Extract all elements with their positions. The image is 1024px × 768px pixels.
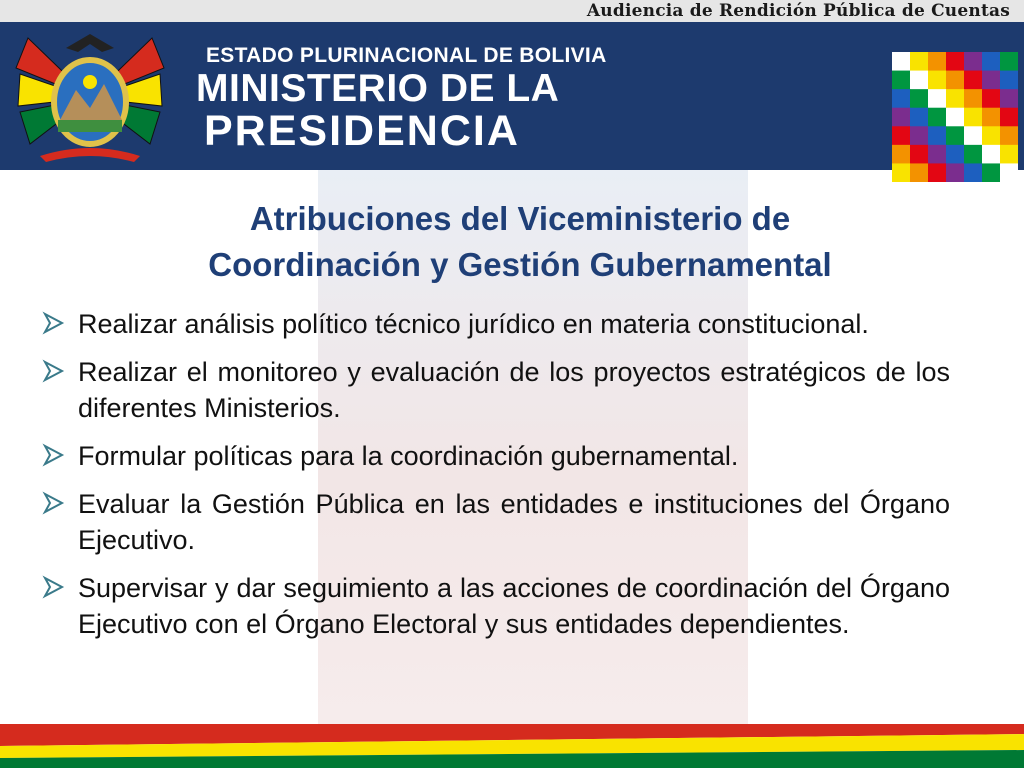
wiphala-cell bbox=[1000, 52, 1018, 71]
arrow-bullet-icon bbox=[40, 310, 66, 336]
list-item bbox=[40, 570, 950, 642]
wiphala-cell bbox=[928, 71, 946, 90]
wiphala-cell bbox=[964, 126, 982, 145]
wiphala-cell bbox=[892, 89, 910, 108]
wiphala-cell bbox=[964, 163, 982, 182]
list-item-text: Formular políticas para la coordinación gubernamental. bbox=[78, 441, 739, 471]
wiphala-cell bbox=[892, 145, 910, 164]
wiphala-cell bbox=[1000, 89, 1018, 108]
wiphala-cell bbox=[964, 89, 982, 108]
wiphala-cell bbox=[946, 89, 964, 108]
wiphala-cell bbox=[946, 71, 964, 90]
wiphala-cell bbox=[928, 108, 946, 127]
wiphala-cell bbox=[982, 145, 1000, 164]
wiphala-cell bbox=[982, 52, 1000, 71]
wiphala-cell bbox=[1000, 108, 1018, 127]
wiphala-flag-icon bbox=[892, 52, 1018, 182]
list-item-text: Realizar el monitoreo y evaluación de los proyectos estratégicos de los diferentes Ministerios. bbox=[78, 357, 950, 423]
ministry-header bbox=[0, 22, 1024, 170]
wiphala-cell bbox=[910, 52, 928, 71]
wiphala-cell bbox=[910, 89, 928, 108]
event-title: Audiencia de Rendición Pública de Cuentas bbox=[586, 1, 1010, 21]
arrow-bullet-icon bbox=[40, 574, 66, 600]
wiphala-cell bbox=[946, 145, 964, 164]
wiphala-cell bbox=[982, 89, 1000, 108]
wiphala-cell bbox=[946, 52, 964, 71]
arrow-bullet-icon bbox=[40, 358, 66, 384]
wiphala-cell bbox=[928, 145, 946, 164]
wiphala-cell bbox=[892, 126, 910, 145]
wiphala-cell bbox=[892, 52, 910, 71]
list-item-text: Supervisar y dar seguimiento a las acciones de coordinación del Órgano Ejecutivo con el Órgano Electoral y sus entidades dependientes. bbox=[78, 573, 950, 639]
wiphala-cell bbox=[892, 71, 910, 90]
ministry-name-line2: PRESIDENCIA bbox=[204, 107, 520, 155]
list-item bbox=[40, 438, 950, 474]
list-item-text: Evaluar la Gestión Pública en las entidades e instituciones del Órgano Ejecutivo. bbox=[78, 489, 950, 555]
wiphala-cell bbox=[928, 126, 946, 145]
wiphala-cell bbox=[1000, 71, 1018, 90]
wiphala-cell bbox=[1000, 163, 1018, 182]
slide-title bbox=[120, 196, 920, 288]
arrow-bullet-icon bbox=[40, 442, 66, 468]
list-item-text: Realizar análisis político técnico jurídico en materia constitucional. bbox=[78, 309, 869, 339]
wiphala-cell bbox=[1000, 145, 1018, 164]
wiphala-cell bbox=[964, 71, 982, 90]
attributions-list bbox=[40, 306, 950, 654]
wiphala-cell bbox=[910, 163, 928, 182]
wiphala-cell bbox=[982, 108, 1000, 127]
arrow-bullet-icon bbox=[40, 490, 66, 516]
wiphala-cell bbox=[964, 108, 982, 127]
wiphala-cell bbox=[910, 145, 928, 164]
list-item bbox=[40, 486, 950, 558]
wiphala-cell bbox=[982, 126, 1000, 145]
slide-title-line2: Coordinación y Gestión Gubernamental bbox=[208, 246, 832, 283]
top-banner bbox=[0, 0, 1024, 22]
wiphala-cell bbox=[892, 163, 910, 182]
ministry-name-line1: MINISTERIO DE LA bbox=[196, 67, 560, 110]
wiphala-cell bbox=[928, 89, 946, 108]
wiphala-cell bbox=[982, 163, 1000, 182]
wiphala-cell bbox=[964, 52, 982, 71]
wiphala-cell bbox=[892, 108, 910, 127]
wiphala-cell bbox=[1000, 126, 1018, 145]
slide-title-line1: Atribuciones del Viceministerio de bbox=[249, 200, 791, 237]
wiphala-cell bbox=[946, 126, 964, 145]
wiphala-cell bbox=[910, 71, 928, 90]
wiphala-cell bbox=[946, 163, 964, 182]
bolivia-coat-of-arms-icon bbox=[10, 28, 170, 166]
wiphala-cell bbox=[910, 126, 928, 145]
state-name: ESTADO PLURINACIONAL DE BOLIVIA bbox=[206, 44, 607, 67]
wiphala-cell bbox=[982, 71, 1000, 90]
national-flag-stripe bbox=[0, 724, 1024, 768]
wiphala-cell bbox=[910, 108, 928, 127]
wiphala-cell bbox=[964, 145, 982, 164]
list-item bbox=[40, 354, 950, 426]
list-item bbox=[40, 306, 950, 342]
wiphala-cell bbox=[928, 52, 946, 71]
wiphala-cell bbox=[946, 108, 964, 127]
wiphala-cell bbox=[928, 163, 946, 182]
